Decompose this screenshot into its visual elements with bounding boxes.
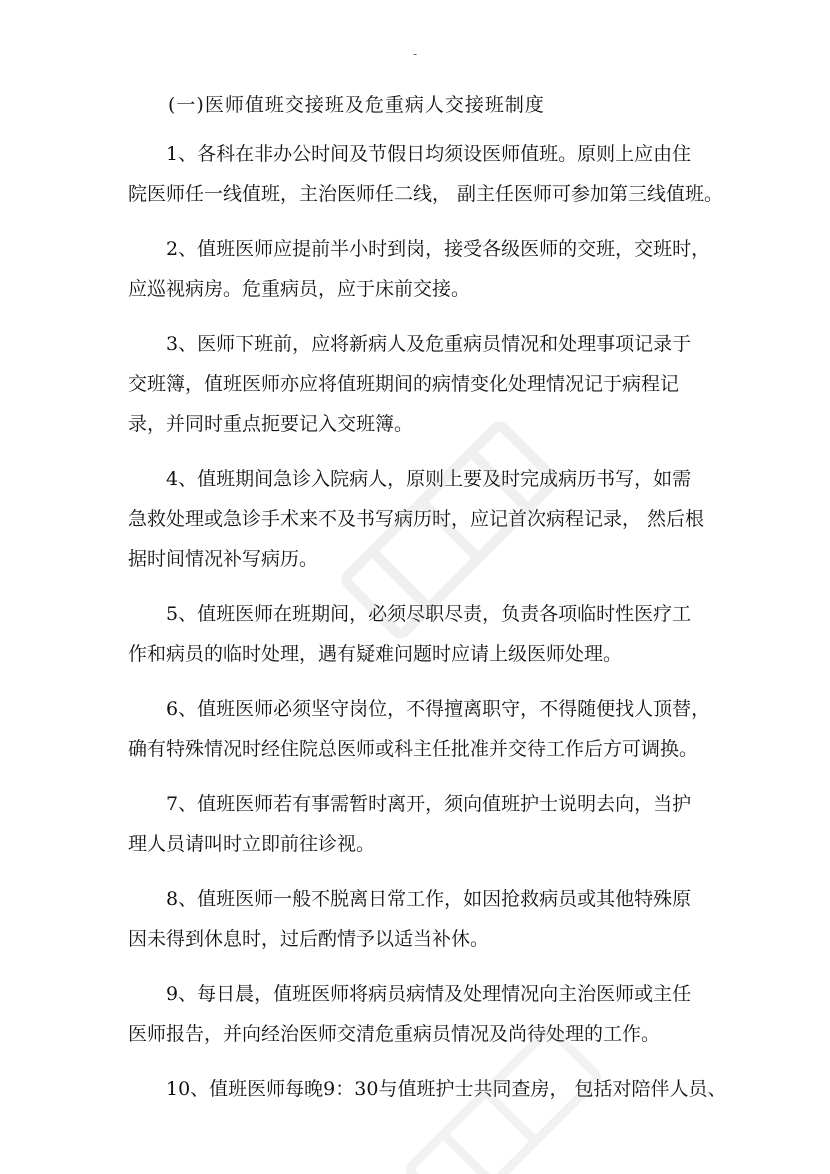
paragraph-line: 确有特殊情况时经住院总医师或科主任批准并交待工作后方可调换。 — [128, 738, 699, 760]
paragraph-line: 1、各科在非办公时间及节假日均须设医师值班。原则上应由住 — [166, 143, 692, 165]
paragraph — [128, 229, 718, 309]
page-mark: - — [412, 47, 418, 61]
paragraph-line: 交班簿，值班医师亦应将值班期间的病情变化处理情况记于病程记 — [128, 373, 680, 395]
paragraph-line: 6、值班医师必须坚守岗位，不得擅离职守，不得随便找人顶替， — [166, 698, 711, 720]
paragraph — [128, 134, 724, 214]
paragraph-line: 8、值班医师一般不脱离日常工作，如因抢救病员或其他特殊原 — [166, 888, 692, 910]
paragraph-line: 9、每日晨，值班医师将病员病情及处理情况向主治医师或主任 — [166, 983, 692, 1005]
paragraph — [128, 784, 718, 864]
paragraph — [128, 324, 718, 444]
paragraph-line: 急救处理或急诊手术来不及书写病历时，应记首次病程记录， 然后根 — [128, 508, 705, 530]
document-body — [128, 134, 727, 1124]
paragraph-line: 理人员请叫时立即前往诊视。 — [128, 833, 376, 855]
paragraph-line: 医师报告，并向经治医师交清危重病员情况及尚待处理的工作。 — [128, 1023, 661, 1045]
paragraph — [128, 974, 718, 1054]
document-title: (一)医师值班交接班及危重病人交接班制度 — [168, 94, 545, 116]
paragraph-line: 5、值班医师在班期间，必须尽职尽责，负责各项临时性医疗工 — [166, 603, 692, 625]
paragraph-line: 录，并同时重点扼要记入交班簿。 — [128, 413, 414, 435]
paragraph — [128, 689, 718, 769]
paragraph-line: 应巡视病房。危重病员，应于床前交接。 — [128, 278, 471, 300]
paragraph-line: 3、医师下班前，应将新病人及危重病员情况和处理事项记录于 — [166, 333, 692, 355]
paragraph — [128, 879, 718, 959]
paragraph — [128, 594, 718, 674]
paragraph-line: 7、值班医师若有事需暂时离开，须向值班护士说明去向，当护 — [166, 793, 692, 815]
paragraph-line: 10、值班医师每晚9：30与值班护士共同查房， 包括对陪伴人员、 — [166, 1078, 727, 1100]
paragraph-line: 2、值班医师应提前半小时到岗，接受各级医师的交班，交班时， — [166, 238, 711, 260]
paragraph — [128, 459, 718, 579]
paragraph-line: 因未得到休息时，过后酌情予以适当补休。 — [128, 928, 490, 950]
paragraph-line: 据时间情况补写病历。 — [128, 548, 319, 570]
paragraph-line: 院医师任一线值班，主治医师任二线， 副主任医师可参加第三线值班。 — [128, 183, 724, 205]
paragraph — [128, 1069, 727, 1109]
paragraph-line: 4、值班期间急诊入院病人，原则上要及时完成病历书写，如需 — [166, 468, 692, 490]
paragraph-line: 作和病员的临时处理，遇有疑难问题时应请上级医师处理。 — [128, 643, 623, 665]
